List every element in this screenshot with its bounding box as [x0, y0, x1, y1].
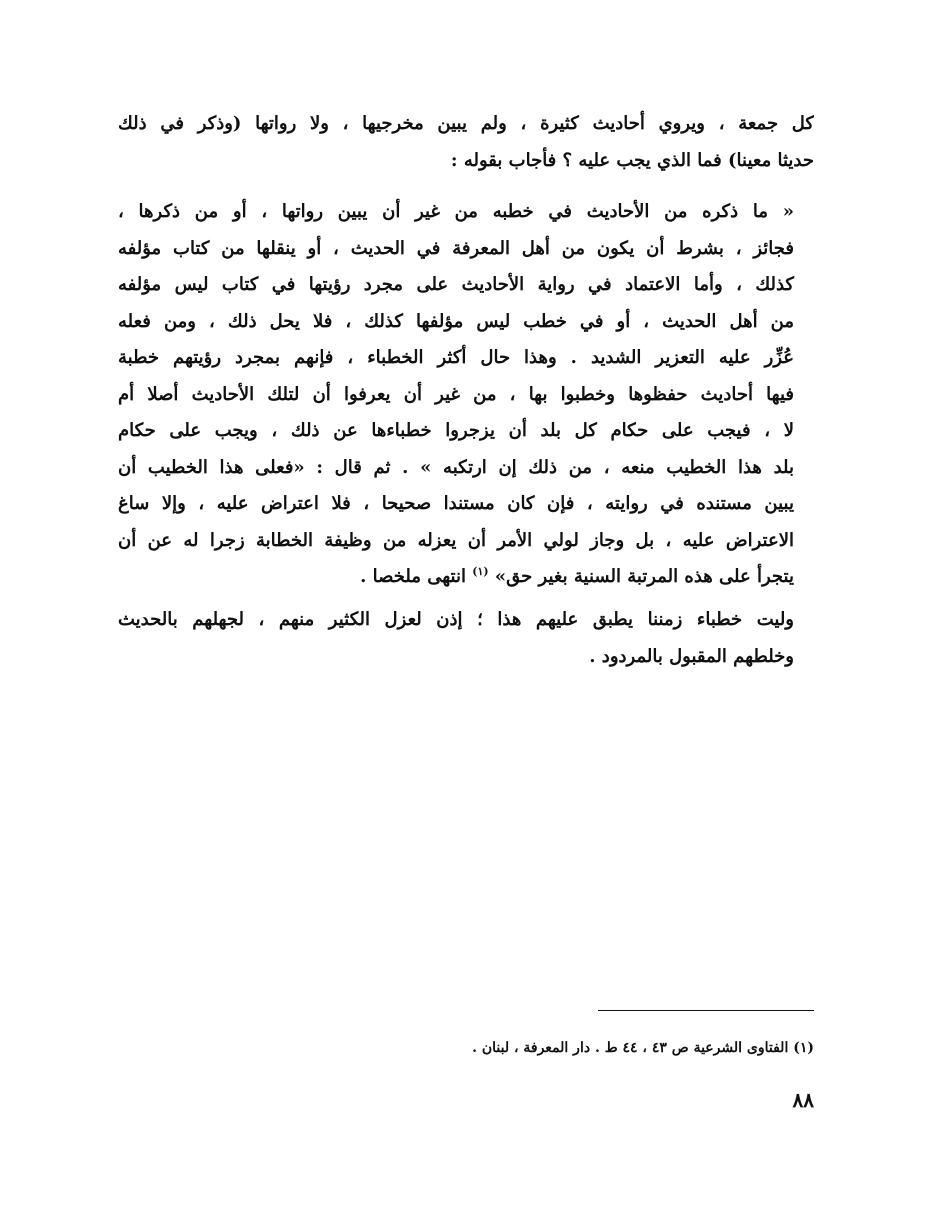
paragraph-line: فيها أحاديث حفظوها وخطبوا بها ، من غير أن يعرفوا أن لتلك الأحاديث أصلا أم: [118, 383, 794, 405]
paragraph-line: فجائز ، بشرط أن يكون من أهل المعرفة في الحديث ، أو ينقلها من كتاب مؤلفه: [118, 237, 794, 259]
paragraph-line: لا ، فيجب على حكام كل بلد أن يزجروا خطباءها عن ذلك ، ويجب على حكام: [118, 420, 794, 441]
paragraph-question: [118, 106, 814, 179]
paragraph-line-text: يتجرأ على هذه المرتبة السنية بغير حق»: [494, 566, 794, 587]
paragraph-line: وخلطهم المقبول بالمردود .: [589, 645, 794, 667]
footnote-text: (١) الفتاوى الشرعية ص ٤٣ ، ٤٤ ط . دار المعرفة ، لبنان .: [472, 1040, 814, 1056]
footnote-marker: (١): [472, 565, 489, 578]
paragraph-line: كذلك ، وأما الاعتماد في رواية الأحاديث على مجرد رؤيتها في كتاب ليس مؤلفه: [118, 274, 794, 295]
page-number: ٨٨: [792, 1088, 814, 1112]
paragraph-line: يبين مستنده في روايته ، فإن كان مستندا صحيحا ، فلا اعتراض عليه ، وإلا ساغ: [118, 493, 794, 514]
paragraph-line-tail: انتهى ملخصا .: [360, 566, 466, 587]
paragraph-line: حديثا معينا) فما الذي يجب عليه ؟ فأجاب بقوله :: [450, 149, 814, 171]
paragraph-line: وليت خطباء زمننا يطبق عليهم هذا ؛ إذن لعزل الكثير منهم ، لجهلهم بالحديث: [118, 609, 794, 630]
paragraph-line-last: [118, 559, 814, 596]
paragraph-line: كل جمعة ، ويروي أحاديث كثيرة ، ولم يبين مخرجيها ، ولا رواتها (وذكر في ذلك: [118, 113, 814, 134]
paragraph-fatwa-quote: [118, 194, 814, 596]
paragraph-line: بلد هذا الخطيب منعه ، من ذلك إن ارتكبه » . ثم قال : «فعلى هذا الخطيب أن: [118, 456, 794, 478]
paragraph-line: عُزِّر عليه التعزير الشديد . وهذا حال أكثر الخطباء ، فإنهم بمجرد رؤيتهم خطبة: [118, 347, 794, 368]
footnote-separator: [598, 1010, 814, 1011]
paragraph-line: « ما ذكره من الأحاديث في خطبه من غير أن يبين رواتها ، أو من ذكرها ،: [118, 201, 794, 222]
paragraph-commentary: [118, 602, 814, 675]
paragraph-line: من أهل الحديث ، أو في خطب ليس مؤلفها كذلك ، فلا يحل ذلك ، ومن فعله: [118, 310, 794, 332]
paragraph-line: الاعتراض عليه ، بل وجاز لولي الأمر أن يعزله من وظيفة الخطابة زجرا له عن أن: [118, 529, 794, 551]
